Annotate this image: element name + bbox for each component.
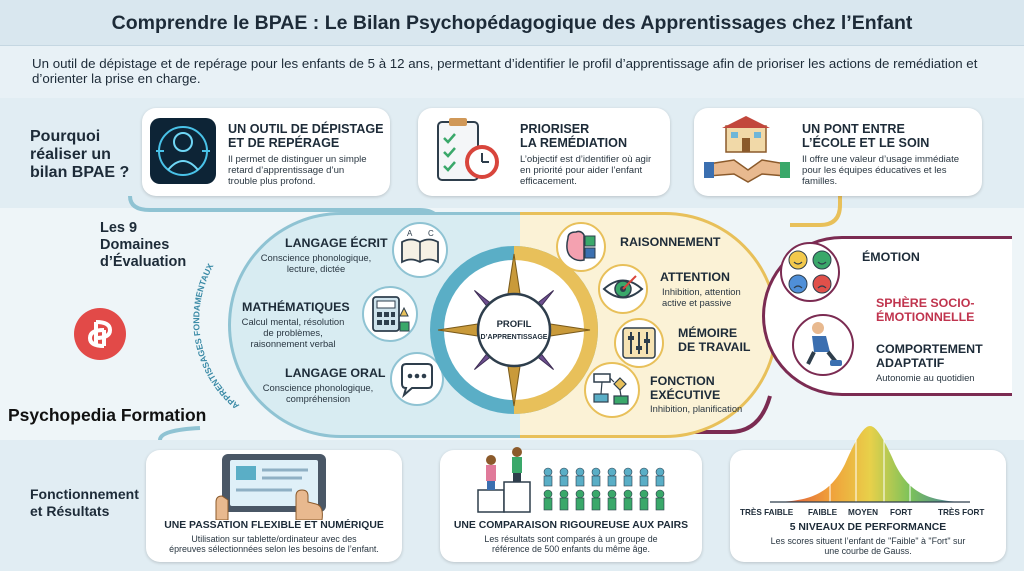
page-title: Comprendre le BPAE : Le Bilan Psychopédagogique des Apprentissages chez l’Enfant — [111, 12, 913, 34]
results-label — [30, 486, 139, 520]
domain-sub-oral-language — [258, 382, 378, 404]
domain-title-working-memory — [678, 326, 751, 354]
results-card-text-line: une courbe de Gauss. — [824, 546, 912, 556]
card-text — [520, 154, 651, 187]
domain-sub-adaptive-behavior: Autonomie au quotidien — [876, 372, 975, 383]
domain-title-adaptive-behavior — [876, 342, 983, 370]
results-card-text-line: Les scores situent l’enfant de "Faible" à "Fort" sur — [770, 536, 966, 546]
domain-sub-written-language — [256, 252, 376, 274]
domain-title-math: MATHÉMATIQUES — [242, 300, 350, 314]
results-card-title: UNE PASSATION FLEXIBLE ET NUMÉRIQUE — [164, 520, 384, 531]
domain-sub-line: Conscience phonologique, — [262, 382, 374, 393]
sphere-label-line: ÉMOTIONNELLE — [876, 310, 975, 324]
card-title-line: UN OUTIL DE DÉPISTAGE — [228, 122, 384, 136]
svg-text:C: C — [428, 229, 434, 238]
domain-sub-math — [228, 316, 358, 349]
domains-label — [100, 220, 186, 271]
why-card-priority — [418, 108, 670, 196]
domain-sub-executive-function — [650, 403, 742, 414]
flowchart-icon — [584, 362, 640, 418]
why-label — [30, 128, 129, 182]
card-title-line: PRIORISER — [520, 122, 590, 136]
checklist-timer-icon — [432, 116, 502, 188]
results-card-text — [146, 534, 402, 554]
results-card-text-line: épreuves sélectionnées selon les besoins de l’enfant. — [169, 544, 379, 554]
card-text-line: trouble plus profond. — [228, 176, 316, 187]
why-label-line: bilan BPAE ? — [30, 164, 130, 181]
tablet-hand-icon — [212, 450, 336, 520]
why-card-screening — [142, 108, 390, 196]
connector-why-emotion — [790, 196, 840, 225]
card-text-line: L’objectif est d’identifier où agir — [520, 154, 652, 165]
results-label-line: et Résultats — [30, 503, 110, 519]
card-text-line: efficacement. — [520, 176, 577, 187]
card-text — [802, 154, 959, 187]
level-low: FAIBLE — [808, 508, 838, 517]
results-card-text-line: Utilisation sur tablette/ordinateur avec des — [191, 534, 357, 544]
socio-emotional-sphere-label — [876, 296, 974, 324]
results-card-title: 5 NIVEAUX DE PERFORMANCE — [789, 522, 947, 533]
card-title-line: ET DE REPÉRAGE — [228, 136, 340, 150]
domain-sub-line: active et passive — [662, 297, 732, 308]
results-card-title: UNE COMPARAISON RIGOUREUSE AUX PAIRS — [453, 520, 689, 531]
emotion-faces-icon — [780, 242, 840, 302]
card-text-line: Il offre une valeur d’usage immédiate — [802, 154, 960, 165]
eye-target-icon — [598, 264, 648, 314]
why-label-line: Pourquoi — [30, 128, 101, 145]
domain-sub-line: Inhibition, planification — [650, 403, 743, 414]
domain-title-line: FONCTION — [650, 374, 715, 388]
domains-label-line: Domaines — [100, 237, 170, 253]
domain-sub-line: Calcul mental, résolution — [241, 316, 345, 327]
fundamentals-arc-textpath: APPRENTISSAGES FONDAMENTAUX — [191, 261, 241, 412]
domains-label-line: d’Évaluation — [100, 254, 187, 270]
domain-sub-attention — [662, 286, 741, 308]
psychopedia-logo-glyph — [74, 308, 126, 360]
domain-sub-line: Conscience phonologique, — [260, 252, 372, 263]
domain-title-line: EXÉCUTIVE — [650, 388, 721, 402]
domain-title-executive-function — [650, 374, 720, 402]
why-card-bridge — [694, 108, 982, 196]
card-text-line: Il permet de distinguer un simple — [228, 154, 367, 165]
brand-name: Psychopedia Formation — [8, 405, 207, 425]
card-text — [228, 154, 367, 187]
results-card-text — [440, 534, 702, 554]
card-title-line: UN PONT ENTRE — [802, 122, 905, 136]
card-text-line: familles. — [802, 176, 838, 187]
level-high: FORT — [890, 508, 913, 517]
results-card-text-line: référence de 500 enfants du même âge. — [492, 544, 650, 554]
gauss-curve-icon — [770, 424, 970, 504]
results-label-line: Fonctionnement — [30, 486, 139, 502]
results-card-text-line: Les résultats sont comparés à un groupe de — [484, 534, 658, 544]
results-card-peers — [440, 450, 702, 562]
behavior-title-line: ADAPTATIF — [876, 356, 945, 370]
domain-title-line: MÉMOIRE — [678, 326, 738, 340]
sliders-icon — [614, 318, 664, 368]
brain-scan-icon — [150, 118, 216, 184]
hub-label-line: D’APPRENTISSAGE — [480, 334, 548, 341]
behavior-title-line: COMPORTEMENT — [876, 342, 983, 356]
psychopedia-logo-icon — [74, 308, 126, 360]
level-very-low: TRÈS FAIBLE — [740, 508, 794, 517]
why-label-line: réaliser un — [30, 146, 111, 163]
results-card-digital — [146, 450, 402, 562]
child-shoelace-icon — [792, 314, 854, 376]
domain-sub-line: Inhibition, attention — [662, 286, 741, 297]
hub-center — [478, 294, 550, 366]
domains-label-line: Les 9 — [100, 220, 138, 236]
card-title — [520, 122, 627, 150]
svg-text:A: A — [407, 229, 413, 238]
results-card-levels — [730, 450, 1006, 562]
connector-domains-results — [160, 428, 200, 440]
intro-text: Un outil de dépistage et de repérage pour les enfants de 5 à 12 ans, permettant d’identifier le profil d’apprentissage afin de prioriser les actions de remédiation et d’orienter la prise en charge. — [32, 56, 978, 86]
level-medium: MOYEN — [848, 508, 879, 517]
domain-sub-line: lecture, dictée — [286, 263, 346, 274]
calculator-icon — [362, 286, 418, 342]
domain-title-line: DE TRAVAIL — [678, 340, 751, 354]
domain-sub-line: de problèmes, — [263, 327, 323, 338]
card-title — [228, 122, 384, 150]
card-title-line: L’ÉCOLE ET LE SOIN — [802, 136, 930, 150]
card-title — [802, 122, 929, 150]
hub-label-line: PROFIL — [496, 319, 532, 330]
domain-sub-line: raisonnement verbal — [250, 338, 336, 349]
card-text-line: retard d’apprentissage d’un — [228, 165, 345, 176]
gauss-curve-area — [770, 426, 970, 502]
domain-title-attention: ATTENTION — [660, 270, 730, 284]
sphere-label-line: SPHÈRE SOCIO- — [876, 296, 975, 310]
card-text-line: en priorité pour aider l’enfant — [520, 165, 643, 176]
card-text-line: pour les équipes éducatives et les — [802, 165, 947, 176]
domain-sub-line: compréhension — [285, 393, 351, 404]
results-card-text — [730, 536, 1006, 556]
domain-title-written-language: LANGAGE ÉCRIT — [285, 236, 388, 250]
domain-title-emotion: ÉMOTION — [862, 250, 920, 264]
level-very-high: TRÈS FORT — [938, 508, 985, 517]
card-title-line: LA REMÉDIATION — [520, 136, 628, 150]
domain-title-oral-language: LANGAGE ORAL — [285, 366, 386, 380]
school-handshake-icon — [704, 114, 790, 190]
domain-title-reasoning: RAISONNEMENT — [620, 235, 721, 249]
children-group-icon — [468, 446, 678, 516]
